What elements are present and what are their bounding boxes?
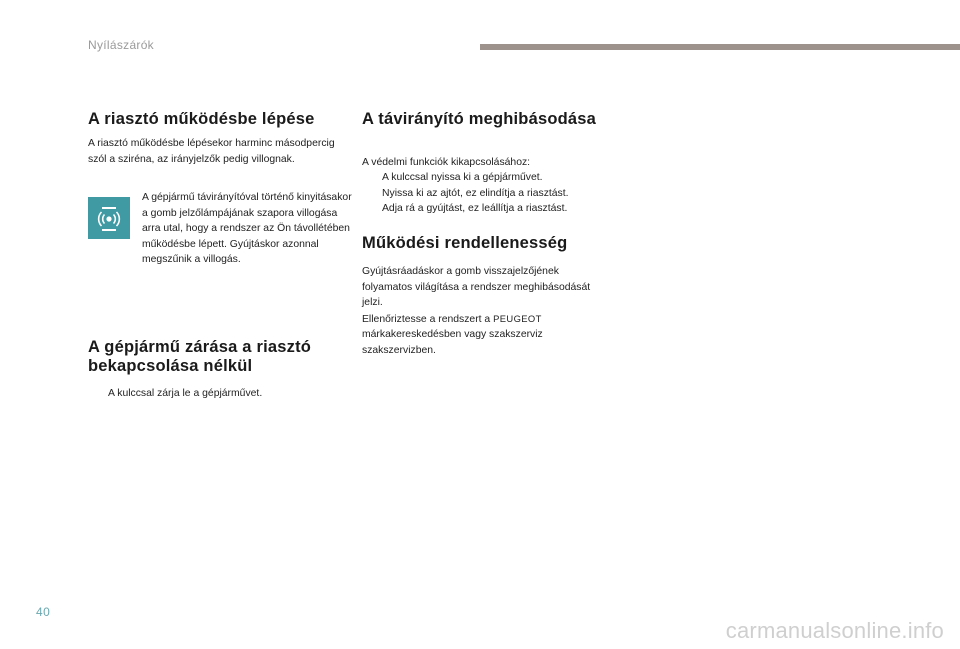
locking-without-alarm-heading: A gépjármű zárása a riasztó bekapcsolása nélkül (88, 338, 312, 375)
list-item (362, 170, 624, 186)
malfunction-text-prefix: Ellenőriztesse a rendszert a (362, 313, 494, 325)
remote-failure-intro: A védelmi funkciók kikapcsolásához: (362, 157, 531, 168)
chapter-title: Nyílászárók (88, 38, 154, 52)
remote-failure-heading: A távirányító meghibásodása (362, 110, 597, 128)
watermark: carmanualsonline.info (725, 618, 944, 643)
alarm-indicator-graphic (88, 197, 130, 239)
page-number: 40 (36, 605, 51, 619)
malfunction-text-suffix: márkakereskedésben vagy szakszerviz szakszervizben. (362, 329, 543, 356)
list-item-text: A kulccsal nyissa ki a gépjárművet. (382, 172, 543, 183)
alarm-activation-text: A riasztó működésbe lépésekor harminc másodpercig szól a sziréna, az irányjelzők pedig villognak. (88, 138, 335, 165)
remote-failure-bullet-list (362, 170, 624, 217)
list-item-text: A kulccsal zárja le a gépjárművet. (108, 388, 263, 399)
list-item (88, 386, 350, 402)
list-item-text: Nyissa ki az ajtót, ez elindítja a riasztást. (382, 187, 569, 199)
list-item-text: Adja rá a gyújtást, ez leállítja a riasztást. (382, 203, 568, 215)
brand-name: PEUGEOT (493, 312, 542, 324)
malfunction-heading: Működési rendellenesség (362, 234, 568, 252)
alarm-activation-heading: A riasztó működésbe lépése (88, 110, 315, 128)
malfunction-body (362, 264, 602, 359)
malfunction-text-2 (362, 311, 602, 359)
alarm-indicator-note: A gépjármű távirányítóval történő kinyitásakor a gomb jelzőlámpájának szapora villogása arra utal, hogy a rendszer az Ön távollétében működésbe lépett. Gyújtáskor azonnal megszűnik a villogás. (142, 192, 352, 266)
alarm-indicator-icon (88, 197, 130, 239)
header-divider-bar (480, 44, 960, 50)
list-item (362, 186, 624, 202)
list-item (362, 201, 624, 217)
locking-bullet-list (88, 386, 350, 402)
malfunction-text-1: Gyújtásráadáskor a gomb visszajelzőjének folyamatos világítása a rendszer meghibásodását jelzi. (362, 266, 591, 309)
